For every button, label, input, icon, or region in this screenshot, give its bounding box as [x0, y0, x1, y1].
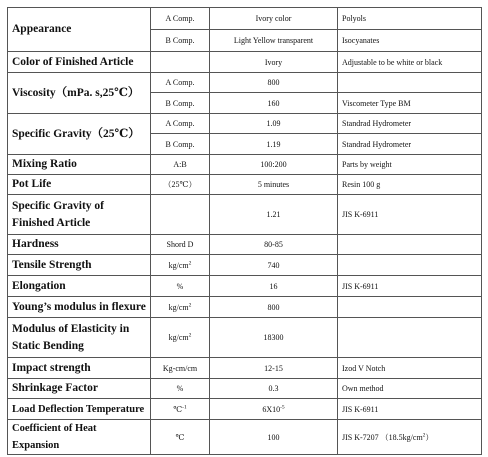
table-row	[8, 399, 482, 420]
value-cell: 18300	[210, 318, 338, 358]
condition-cell: Shord D	[151, 235, 210, 255]
value-cell: 1.19	[210, 134, 338, 155]
unit-text: kg/cm	[168, 260, 189, 270]
table-row	[8, 420, 482, 455]
condition-cell	[151, 297, 210, 318]
value-cell: 16	[210, 276, 338, 297]
remark-tail: ）	[425, 432, 434, 442]
table-row	[8, 318, 482, 358]
remark-cell: JIS K-6911	[338, 195, 482, 235]
remark-cell: Standrad Hydrometer	[338, 134, 482, 155]
remark-cell: Izod V Notch	[338, 358, 482, 379]
property-mixing-ratio: Mixing Ratio	[8, 155, 151, 175]
value-cell: 1.09	[210, 114, 338, 134]
condition-cell: A Comp.	[151, 8, 210, 30]
remark-cell: JIS K-6911	[338, 276, 482, 297]
value-cell: Ivory color	[210, 8, 338, 30]
value-cell: 12-15	[210, 358, 338, 379]
property-specific-gravity: Specific Gravity（25℃）	[8, 114, 151, 155]
remark-cell	[338, 297, 482, 318]
condition-cell: %	[151, 379, 210, 399]
remark-cell: Parts by weight	[338, 155, 482, 175]
property-load-deflection: Load Deflection Temperature	[8, 399, 151, 420]
remark-cell: Viscometer Type BM	[338, 93, 482, 114]
condition-cell: （25℃）	[151, 175, 210, 195]
table-row	[8, 8, 482, 30]
value-cell: 0.3	[210, 379, 338, 399]
property-specific-gravity-finished: Specific Gravity of Finished Article	[8, 195, 151, 235]
table-row	[8, 114, 482, 134]
condition-cell	[151, 399, 210, 420]
property-modulus-elasticity: Modulus of Elasticity in Static Bending	[8, 318, 151, 358]
specification-table	[7, 7, 482, 455]
remark-cell: Isocyanates	[338, 30, 482, 52]
property-pot-life: Pot Life	[8, 175, 151, 195]
condition-cell	[151, 318, 210, 358]
value-cell: 100:200	[210, 155, 338, 175]
table-row	[8, 379, 482, 399]
condition-cell: Kg-cm/cm	[151, 358, 210, 379]
condition-cell: B Comp.	[151, 30, 210, 52]
unit-text: ℃	[173, 404, 183, 414]
value-cell: 740	[210, 255, 338, 276]
unit-superscript: 2	[188, 332, 192, 339]
remark-cell	[338, 73, 482, 93]
table-row	[8, 52, 482, 73]
property-impact-strength: Impact strength	[8, 358, 151, 379]
condition-cell: B Comp.	[151, 93, 210, 114]
remark-cell	[338, 235, 482, 255]
condition-cell: A Comp.	[151, 114, 210, 134]
property-color: Color of Finished Article	[8, 52, 151, 73]
property-shrinkage-factor: Shrinkage Factor	[8, 379, 151, 399]
remark-cell	[338, 318, 482, 358]
value-text: 6X10	[262, 404, 281, 414]
remark-cell: Resin 100 g	[338, 175, 482, 195]
property-elongation: Elongation	[8, 276, 151, 297]
remark-text: JIS K-7207 （18.5kg/cm	[342, 432, 423, 442]
condition-cell	[151, 255, 210, 276]
condition-cell: A Comp.	[151, 73, 210, 93]
table-row	[8, 276, 482, 297]
table-row	[8, 175, 482, 195]
value-cell: Light Yellow transparent	[210, 30, 338, 52]
remark-cell: JIS K-6911	[338, 399, 482, 420]
unit-superscript: 2	[188, 301, 192, 308]
value-cell: 1.21	[210, 195, 338, 235]
unit-superscript: -1	[182, 403, 187, 410]
value-cell: 800	[210, 73, 338, 93]
property-youngs-modulus: Young’s modulus in flexure	[8, 297, 151, 318]
remark-cell: Polyols	[338, 8, 482, 30]
remark-cell: Adjustable to be white or black	[338, 52, 482, 73]
remark-cell	[338, 420, 482, 455]
remark-cell	[338, 255, 482, 276]
table-row	[8, 155, 482, 175]
remark-cell: Standrad Hydrometer	[338, 114, 482, 134]
unit-text: kg/cm	[168, 333, 189, 342]
table-row	[8, 73, 482, 93]
value-cell	[210, 399, 338, 420]
property-heat-expansion: Coefficient of Heat Expansion	[8, 420, 151, 455]
table-row	[8, 195, 482, 235]
property-appearance: Appearance	[8, 8, 151, 52]
table-row	[8, 297, 482, 318]
unit-text: kg/cm	[168, 302, 189, 312]
value-cell: 100	[210, 420, 338, 455]
remark-cell: Own method	[338, 379, 482, 399]
condition-cell: ℃	[151, 420, 210, 455]
property-viscosity: Viscosity（mPa. s,25℃）	[8, 73, 151, 114]
condition-cell	[151, 52, 210, 73]
condition-cell: %	[151, 276, 210, 297]
table-row	[8, 235, 482, 255]
value-superscript: -5	[280, 403, 285, 410]
condition-cell: A:B	[151, 155, 210, 175]
value-cell: Ivory	[210, 52, 338, 73]
property-hardness: Hardness	[8, 235, 151, 255]
property-tensile-strength: Tensile Strength	[8, 255, 151, 276]
unit-superscript: 2	[188, 259, 192, 266]
condition-cell	[151, 195, 210, 235]
value-cell: 80-85	[210, 235, 338, 255]
value-cell: 5 minutes	[210, 175, 338, 195]
condition-cell: B Comp.	[151, 134, 210, 155]
table-row	[8, 358, 482, 379]
table-row	[8, 255, 482, 276]
value-cell: 800	[210, 297, 338, 318]
value-cell: 160	[210, 93, 338, 114]
remark-superscript: 2	[422, 431, 426, 438]
